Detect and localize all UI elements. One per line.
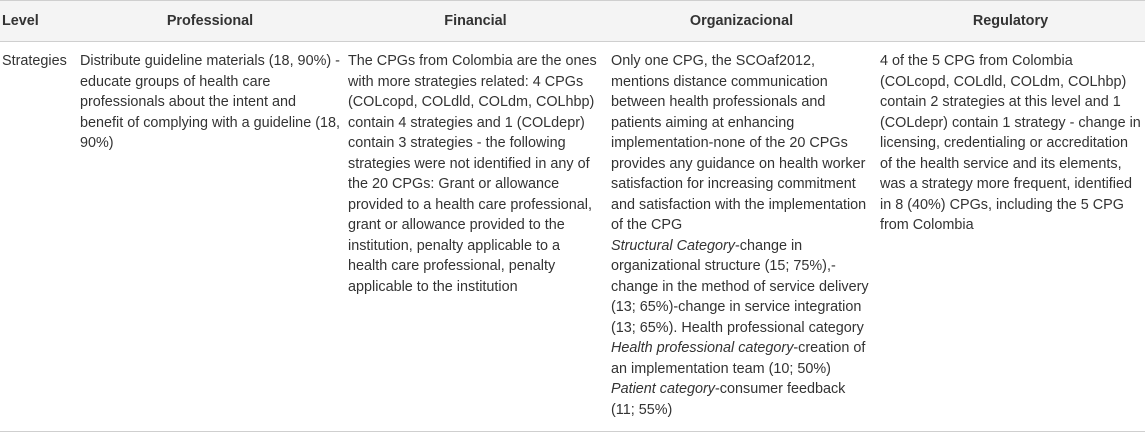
cell-financial: The CPGs from Colombia are the ones with more strategies related: 4 CPGs (COLcopd, COLdld, COLdm, COLhbp) contain 4 strategies and 1 (COLdepr) contain 3 strategies - the following strategies were not identified in any of the 20 CPGs: Grant or allowance provided to a health care professional, grant or allowance provided to the institution, penalty applicable to a health care professional, penalty applicable to the institution xyxy=(344,42,607,432)
org-structural-text: -change in organizational structure (15; 75%),-change in the method of service delivery (13; 65%)-change in service integration (13; 65%). Health professional category xyxy=(611,237,869,336)
org-structural-label: Structural Category xyxy=(611,237,735,254)
header-organizational: Organizacional xyxy=(607,1,876,42)
org-health-label: Health professional category xyxy=(611,340,794,356)
cell-regulatory: 4 of the 5 CPG from Colombia (COLcopd, COLdld, COLdm, COLhbp) contain 2 strategies at this level and 1 (COLdepr) contain 1 strategy - change in licensing, credentialing or accreditation of the health service and its elements, was a strategy more frequent, identified in 8 (40%) CPGs, including the 5 CPG from Colombia xyxy=(876,42,1145,432)
table-row xyxy=(0,42,1145,432)
org-patient-text: -consumer feedback (11; 55%) xyxy=(611,381,846,418)
header-professional: Professional xyxy=(76,1,344,42)
org-patient-item xyxy=(611,379,872,420)
org-intro-text: Only one CPG, the SCOaf2012, mentions distance communication between health professionals and patients aiming at enhancing implementation-none of the 20 CPGs provides any guidance on health worker satisfaction for increasing commitment and satisfaction with the implementation of the CPG xyxy=(611,53,867,233)
header-level: Level xyxy=(0,1,76,42)
org-health-item xyxy=(611,338,872,379)
cell-level: Strategies xyxy=(0,42,76,432)
header-row xyxy=(0,1,1145,42)
header-regulatory: Regulatory xyxy=(876,1,1145,42)
cell-professional: Distribute guideline materials (18, 90%) - educate groups of health care professionals about the intent and benefit of complying with a guideline (18, 90%) xyxy=(76,42,344,432)
org-structural-item xyxy=(611,236,872,339)
table-body xyxy=(0,42,1145,432)
org-patient-label: Patient category xyxy=(611,381,715,397)
cell-organizational xyxy=(607,42,876,432)
header-financial: Financial xyxy=(344,1,607,42)
table-header xyxy=(0,1,1145,42)
org-health-text: -creation of an implementation team (10; 50%) xyxy=(611,340,866,377)
